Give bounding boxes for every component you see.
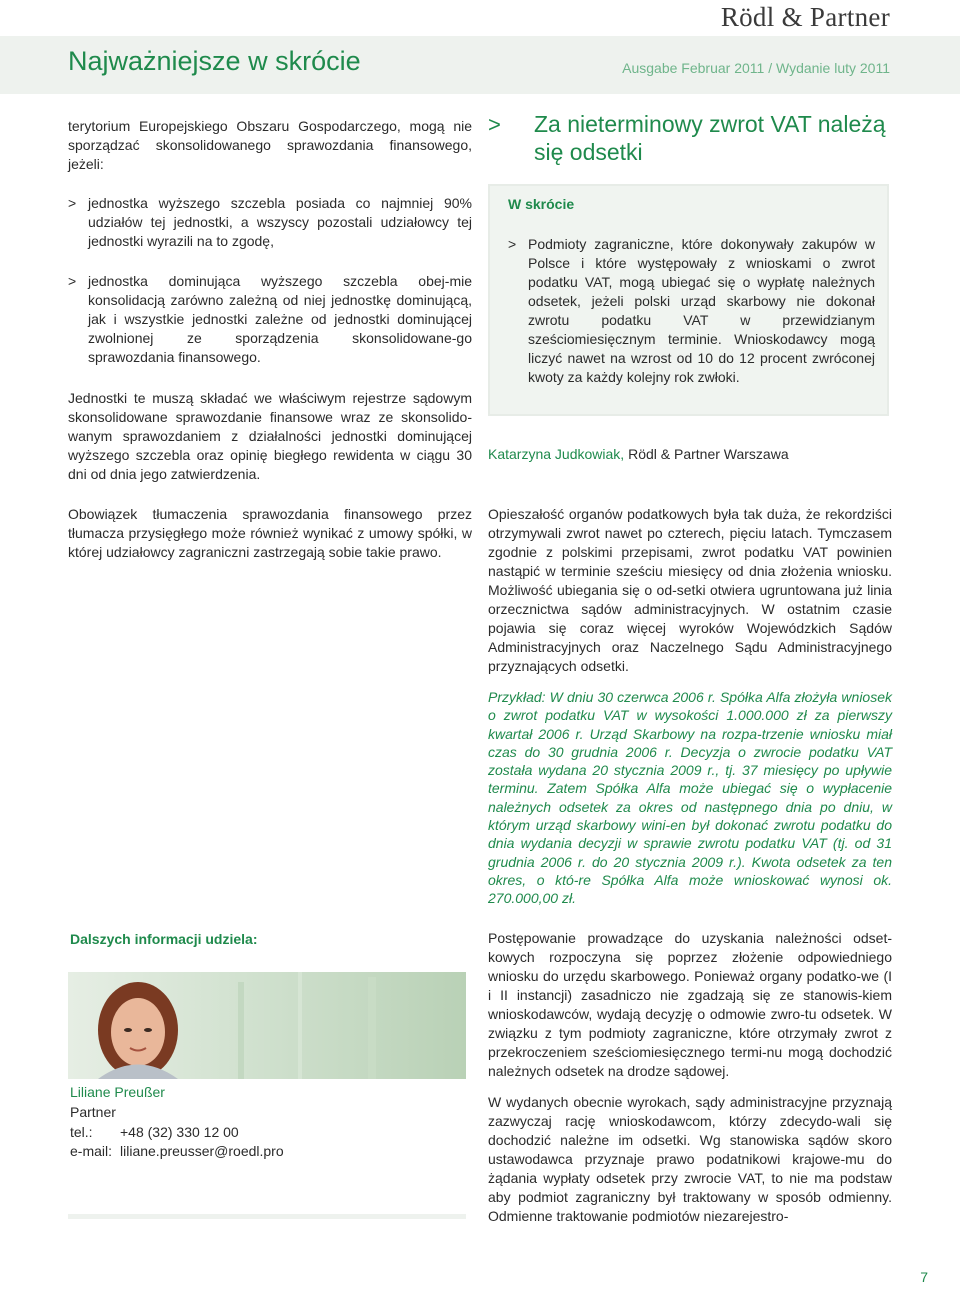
author-name: Katarzyna Judkowiak,	[488, 446, 625, 462]
bullet-marker: >	[68, 273, 77, 289]
body-text: Jednostki te muszą składać we właściwym rejestrze sądowym skonsolidowane sprawozdanie finansowe wraz ze skonsolido-wanym sprawozdaniem z działalności jednostki dominującej wyższego szczebla oraz opinię biegłego rewidenta w ciągu 30 dni od dnia jego zatwierdzenia.	[68, 390, 472, 482]
left-bullet-list-2	[68, 272, 472, 367]
contact-role: Partner	[70, 1104, 116, 1120]
heading-marker: >	[488, 112, 501, 137]
contact-photo	[68, 972, 466, 1079]
contact-email	[70, 1143, 284, 1159]
bullet-marker: >	[508, 236, 517, 252]
right-paragraph-3	[488, 1093, 892, 1226]
contact-name: Liliane Preußer	[70, 1084, 165, 1100]
contact-title: Dalszych informacji udziela:	[70, 931, 258, 947]
intro-text: terytorium Europejskiego Obszaru Gospodarczego, mogą nie sporządzać skonsolidowanego sprawozdania finansowego, jeżeli:	[68, 118, 472, 172]
left-bullet-list	[68, 194, 472, 251]
email-label: e-mail:	[70, 1143, 113, 1159]
summary-text: Podmioty zagraniczne, które dokonywały zakupów w Polsce i które występowały z wnioskami o zwrot podatku VAT, mogą ubiegać się o wypłatę należnych odsetek, jeżeli polski urząd skarbowy nie dokonał zwrotu podatku VAT w przewidzianym sześciomiesięcznym terminie. Wnioskodawcy mogą liczyć nawet na wzrost od 10 do 12 procent zwróconej kwoty za każdy kolejny rok zwłoki.	[528, 236, 875, 385]
list-item	[508, 235, 875, 387]
body-text: Opieszałość organów podatkowych była tak duża, że rekordziści otrzymywali zwrot nawet po czterech, pięciu latach. Tymczasem zgodnie z polskimi przepisami, zwrot podatku VAT powinien nastąpić w terminie sześciu miesięcy od dnia złożenia wniosku. Możliwość ubiegania się o od-setki otwiera ugruntowana już linia orzecznictwa sądów administracyjnych. W ostatnim czasie pojawia się coraz więcej wyroków Wojewódzkich Sądów Administracyjnych oraz Naczelnego Sądu Administracyjnego przyznających odsetki.	[488, 506, 892, 674]
list-item	[68, 272, 472, 367]
article-heading: Za nieterminowy zwrot VAT należą się odsetki	[534, 111, 886, 165]
summary-content	[508, 235, 875, 387]
author-line	[488, 446, 789, 462]
phone-value: +48 (32) 330 12 00	[120, 1124, 239, 1140]
left-intro	[68, 117, 472, 174]
email-value[interactable]: liliane.preusser@roedl.pro	[120, 1143, 284, 1159]
list-item-text: jednostka wyższego szczebla posiada co najmniej 90% udziałów tej jednostki, a wszyscy pozostali udziałowcy tej jednostki wyrazili na to zgodę,	[88, 195, 472, 249]
example-text: Przykład: W dniu 30 czerwca 2006 r. Spółka Alfa złożyła wniosek o zwrot podatku VAT w wysokości 1.000.000 zł za pierwszy kwartał 2006 r. Urząd Skarbowy na rozpa-trzenie wniosku miał czas do 30 grudnia 2006 r. Decyzja o zwrocie podatku VAT została wydana 20 stycznia 2009 r., tj. 37 miesięcy po upływie terminu. Zatem Spółka Alfa może ubiegać się o wypłacenie należnych odsetek za okres od następnego dnia po dniu, w którym urząd skarbowy wini-en był dokonać zwrotu podatku do dnia wydania decyzji w sprawie zwrotu podatku VAT (tj. od 31 grudnia 2006 r. do 20 stycznia 2009 r.). Kwota odsetek za ten okres, o któ-re Spółka Alfa może wnioskować wynosi ok. 270.000,00 zł.	[488, 689, 892, 907]
body-text: Obowiązek tłumaczenia sprawozdania finansowego przez tłumacza przysięgłego może również wynikać z umowy spółki, w której udziałowcy zagraniczni zastrzegają sobie takie prawo.	[68, 506, 472, 560]
bullet-marker: >	[68, 195, 77, 211]
contact-phone	[70, 1124, 239, 1140]
edition-label: Ausgabe Februar 2011 / Wydanie luty 2011	[622, 60, 890, 76]
left-paragraph-2	[68, 505, 472, 562]
list-item	[68, 194, 472, 251]
page-number: 7	[920, 1269, 928, 1285]
brand-logo: Rödl & Partner	[720, 2, 890, 32]
body-text: Postępowanie prowadzące do uzyskania należności odset-kowych rozpoczyna się poprzez złożenie odpowiedniego wniosku do urzędu skarbowego. Ponieważ organy podatko-we (I i II instancji) zasadniczo nie zgadzają się ze stanowis-kiem wnioskodawców, wydają decyzję o odmowie zwro-tu odsetek. W związku z tym podmioty zagraniczne, które otrzymały zwrot z przekroczeniem sześciomiesięcznego termi-nu mogą dochodzić należnych odsetek na drodze sądowej.	[488, 930, 892, 1079]
right-paragraph-1	[488, 505, 892, 676]
author-firm: Rödl & Partner Warszawa	[628, 446, 789, 462]
left-paragraph-1	[68, 389, 472, 484]
phone-label: tel.:	[70, 1124, 93, 1140]
portrait-image	[68, 972, 466, 1079]
right-paragraph-2	[488, 929, 892, 1081]
summary-box	[488, 184, 889, 416]
example-block	[488, 688, 892, 908]
list-item-text: jednostka dominująca wyższego szczebla obej-mie konsolidacją zarówno zależną od niej jednostkę dominującą, jak i wszystkie jednostki zależne od jednostki dominującej zwolnionej ze sporządzenia skonsolidowane-go sprawozdania finansowego.	[88, 273, 472, 365]
summary-title: W skrócie	[508, 196, 575, 212]
contact-divider	[68, 1214, 466, 1219]
body-text: W wydanych obecnie wyrokach, sądy administracyjne przyznają zazwyczaj rację wnioskodawcom, którzy zdecydo-wali się dochodzić należne im odsetki. Wg stanowiska sądów skoro ustawodawca przyznaje prawo podatnikowi krajowe-mu do żądania wypłaty odsetek przy zwrocie VAT, to nie ma podstaw aby podmiot zagraniczny był traktowany w sposób odmienny. Odmienne traktowanie podmiotów niezarejestro-	[488, 1094, 892, 1224]
page-title: Najważniejsze w skrócie	[68, 46, 361, 76]
